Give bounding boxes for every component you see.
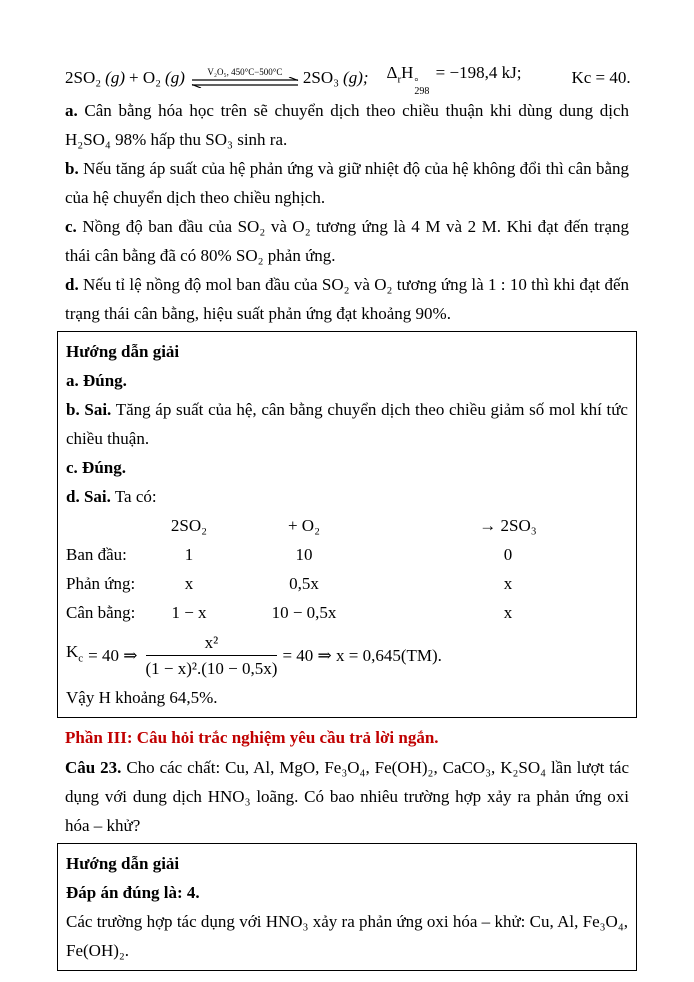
table-header-cell: + O₂ bbox=[287, 516, 321, 535]
fraction bbox=[146, 631, 278, 680]
solution-d: d. Sai. Ta có: bbox=[66, 487, 157, 506]
enthalpy-term: $\Delta_rH$ ° 298 = −198,4 kJ; bbox=[386, 62, 522, 97]
fraction-numerator: x² bbox=[146, 631, 278, 656]
solution-conclusion: Vậy H khoảng 64,5%. bbox=[66, 688, 218, 707]
table-cell: 10 − 0,5x bbox=[271, 603, 337, 622]
part3-heading: Phần III: Câu hỏi trắc nghiệm yêu cầu trả lời ngắn. bbox=[65, 728, 439, 747]
state-symbol: (g); bbox=[343, 67, 369, 87]
equation-rhs: 2SO₃ bbox=[302, 67, 340, 87]
table-header-cell: 2SO₂ bbox=[170, 516, 208, 535]
table-row-label: Cân bằng: bbox=[66, 603, 136, 622]
statement-a: a. Cân bằng hóa học trên sẽ chuyển dịch theo chiều thuận khi dùng dung dịch H₂SO₄ 98% hấp thu SO₃ sinh ra. bbox=[65, 101, 629, 149]
solution-heading: Hướng dẫn giải bbox=[66, 854, 180, 873]
equilibrium-harpoons-icon bbox=[191, 77, 299, 88]
fraction-denominator: (1 − x)².(10 − 0,5x) bbox=[145, 658, 278, 678]
table-header-cell: → 2SO₃ bbox=[479, 516, 537, 535]
equilibrium-arrow bbox=[191, 67, 299, 88]
reaction-conditions: V₂O₅, 450°C−500°C bbox=[207, 66, 283, 77]
statement-b: b. Nếu tăng áp suất của hệ phản ứng và giữ nhiệt độ của hệ không đổi thì cân bằng của hệ chuyển dịch theo chiều nghịch. bbox=[65, 159, 629, 207]
statement-d: d. Nếu tỉ lệ nồng độ mol ban đầu của SO₂ và O₂ tương ứng là 1 : 10 thì khi đạt đến trạng thái cân bằng, hiệu suất phản ứng đạt khoảng 90%. bbox=[65, 275, 629, 323]
equation-lhs: 2SO₂ bbox=[65, 67, 102, 87]
answer-line: Đáp án đúng là: 4. bbox=[66, 883, 200, 902]
reaction-equation-line bbox=[57, 58, 637, 96]
table-cell: 0 bbox=[503, 545, 513, 564]
table-cell: 0,5x bbox=[289, 574, 319, 593]
solution-box-1 bbox=[57, 331, 637, 718]
statement-c: c. Nồng độ ban đầu của SO₂ và O₂ tương ứng là 4 M và 2 M. Khi đạt đến trạng thái cân bằng đã có 80% SO₂ phản ứng. bbox=[65, 217, 630, 265]
table-cell: 1 − x bbox=[171, 603, 207, 622]
solution-explanation: Các trường hợp tác dụng với HNO₃ xảy ra phản ứng oxi hóa – khử: Cu, Al, Fe₃O₄, Fe(OH)₂. bbox=[66, 912, 628, 960]
state-symbol: (g) bbox=[165, 67, 185, 87]
solution-c: c. Đúng. bbox=[66, 458, 126, 477]
solution-a: a. Đúng. bbox=[66, 371, 127, 390]
table-cell: x bbox=[503, 603, 513, 622]
table-cell: 1 bbox=[184, 545, 194, 564]
kc-value: Kc = 40. bbox=[571, 67, 631, 87]
table-row-label: Phản ứng: bbox=[66, 574, 136, 593]
kc-symbol: $K_c$ bbox=[66, 641, 84, 665]
table-row-label: Ban đầu: bbox=[66, 545, 127, 564]
table-cell: x bbox=[503, 574, 513, 593]
state-symbol: (g) bbox=[105, 67, 125, 87]
solution-heading: Hướng dẫn giải bbox=[66, 342, 180, 361]
enthalpy-sup-sub: ° 298 bbox=[414, 76, 430, 97]
table-cell: x bbox=[184, 574, 194, 593]
document-content bbox=[57, 58, 637, 971]
equation-plus-term: + O₂ bbox=[129, 67, 162, 87]
ice-table bbox=[58, 511, 636, 627]
table-header-cell bbox=[66, 511, 158, 540]
solution-box-2 bbox=[57, 843, 637, 971]
table-cell: 10 bbox=[295, 545, 313, 564]
question-23: Câu 23. Cho các chất: Cu, Al, MgO, Fe₃O₄, Fe(OH)₂, CaCO₃, K₂SO₄ lần lượt tác dụng với dung dịch HNO₃ loãng. Có bao nhiêu trường hợp xảy ra phản ứng oxi hóa – khử? bbox=[65, 758, 630, 835]
solution-b: b. Sai. Tăng áp suất của hệ, cân bằng chuyển dịch theo chiều giảm số mol khí tức chiều thuận. bbox=[66, 400, 628, 448]
kc-calculation: $K_c$ = 40 ⇒ $\frac{\text{x²}}{\text{(1 − x)².(10 − 0,5x)}}$ = 40 ⇒ x = 0,645(TM). bbox=[66, 632, 442, 678]
